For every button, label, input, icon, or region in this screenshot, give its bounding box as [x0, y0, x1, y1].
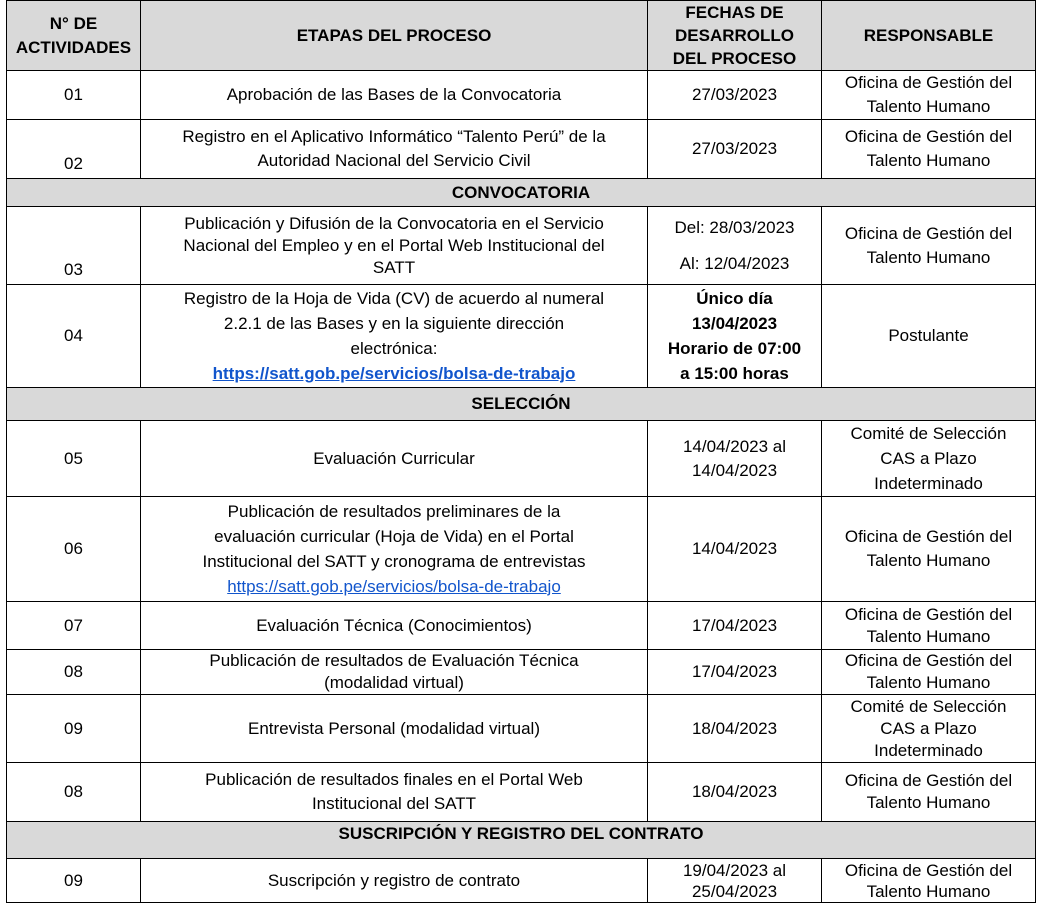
- stage-description: Evaluación Curricular: [141, 421, 648, 497]
- process-date: Único día 13/04/2023 Horario de 07:00 a 15:00 horas: [648, 285, 822, 388]
- table-row: [7, 650, 1036, 695]
- responsible-unit: Oficina de Gestión del Talento Humano: [822, 497, 1036, 602]
- process-date: 18/04/2023: [648, 763, 822, 822]
- responsible-unit: Comité de Selección CAS a Plazo Indeterminado: [822, 421, 1036, 497]
- responsible-unit: Oficina de Gestión del Talento Humano: [822, 859, 1036, 903]
- activity-number: 04: [7, 285, 141, 388]
- process-date: 27/03/2023: [648, 71, 822, 120]
- activity-number: 07: [7, 602, 141, 650]
- table-row: [7, 285, 1036, 388]
- schedule-table: [6, 0, 1036, 903]
- stage-description: Registro de la Hoja de Vida (CV) de acuerdo al numeral 2.2.1 de las Bases y en la siguiente dirección electrónica: https://satt.gob.pe/servicios/bolsa-de-trabajo: [141, 285, 648, 388]
- activity-number: 08: [7, 650, 141, 695]
- table-row: [7, 421, 1036, 497]
- table-row: [7, 602, 1036, 650]
- table-row: [7, 207, 1036, 285]
- table-row: [7, 695, 1036, 763]
- activity-number: 03: [7, 207, 141, 285]
- table-row: [7, 71, 1036, 120]
- responsible-unit: Comité de Selección CAS a Plazo Indeterminado: [822, 695, 1036, 763]
- responsible-unit: Oficina de Gestión del Talento Humano: [822, 207, 1036, 285]
- header-activity-number: N° DE ACTIVIDADES: [7, 1, 141, 71]
- process-date: 19/04/2023 al 25/04/2023: [648, 859, 822, 903]
- stage-description: Aprobación de las Bases de la Convocatoria: [141, 71, 648, 120]
- process-date: 27/03/2023: [648, 120, 822, 179]
- stage-description: Registro en el Aplicativo Informático “Talento Perú” de la Autoridad Nacional del Servicio Civil: [141, 120, 648, 179]
- responsible-unit: Oficina de Gestión del Talento Humano: [822, 602, 1036, 650]
- job-board-link[interactable]: https://satt.gob.pe/servicios/bolsa-de-trabajo: [227, 577, 561, 596]
- table-row: [7, 497, 1036, 602]
- stage-description: Publicación y Difusión de la Convocatoria en el Servicio Nacional del Empleo y en el Portal Web Institucional del SATT: [141, 207, 648, 285]
- table-row: [7, 763, 1036, 822]
- section-row-contrato: [7, 822, 1036, 859]
- section-title: SUSCRIPCIÓN Y REGISTRO DEL CONTRATO: [7, 822, 1036, 859]
- stage-description: Publicación de resultados preliminares de la evaluación curricular (Hoja de Vida) en el Portal Institucional del SATT y cronograma de entrevistas https://satt.gob.pe/servicios/bolsa-de-trabajo: [141, 497, 648, 602]
- table-row: [7, 120, 1036, 179]
- activity-number: 09: [7, 859, 141, 903]
- process-date: 14/04/2023 al 14/04/2023: [648, 421, 822, 497]
- header-process-dates: FECHAS DE DESARROLLO DEL PROCESO: [648, 1, 822, 71]
- stage-description: Suscripción y registro de contrato: [141, 859, 648, 903]
- section-title: CONVOCATORIA: [7, 179, 1036, 207]
- process-date: 17/04/2023: [648, 650, 822, 695]
- header-process-stages: ETAPAS DEL PROCESO: [141, 1, 648, 71]
- stage-description: Publicación de resultados de Evaluación Técnica (modalidad virtual): [141, 650, 648, 695]
- responsible-unit: Oficina de Gestión del Talento Humano: [822, 650, 1036, 695]
- stage-description: Evaluación Técnica (Conocimientos): [141, 602, 648, 650]
- activity-number: 02: [7, 120, 141, 179]
- table-row: [7, 859, 1036, 903]
- job-board-link[interactable]: https://satt.gob.pe/servicios/bolsa-de-trabajo: [212, 364, 576, 383]
- process-date: 17/04/2023: [648, 602, 822, 650]
- process-date: 14/04/2023: [648, 497, 822, 602]
- process-date: 18/04/2023: [648, 695, 822, 763]
- header-responsible: RESPONSABLE: [822, 1, 1036, 71]
- responsible-unit: Oficina de Gestión del Talento Humano: [822, 763, 1036, 822]
- section-title: SELECCIÓN: [7, 388, 1036, 421]
- responsible-unit: Oficina de Gestión del Talento Humano: [822, 120, 1036, 179]
- header-row: [7, 1, 1036, 71]
- stage-description: Entrevista Personal (modalidad virtual): [141, 695, 648, 763]
- activity-number: 01: [7, 71, 141, 120]
- activity-number: 06: [7, 497, 141, 602]
- activity-number: 09: [7, 695, 141, 763]
- section-row-seleccion: [7, 388, 1036, 421]
- responsible-unit: Postulante: [822, 285, 1036, 388]
- activity-number: 08: [7, 763, 141, 822]
- responsible-unit: Oficina de Gestión del Talento Humano: [822, 71, 1036, 120]
- activity-number: 05: [7, 421, 141, 497]
- section-row-convocatoria: [7, 179, 1036, 207]
- stage-description: Publicación de resultados finales en el Portal Web Institucional del SATT: [141, 763, 648, 822]
- process-date: Del: 28/03/2023 Al: 12/04/2023: [648, 207, 822, 285]
